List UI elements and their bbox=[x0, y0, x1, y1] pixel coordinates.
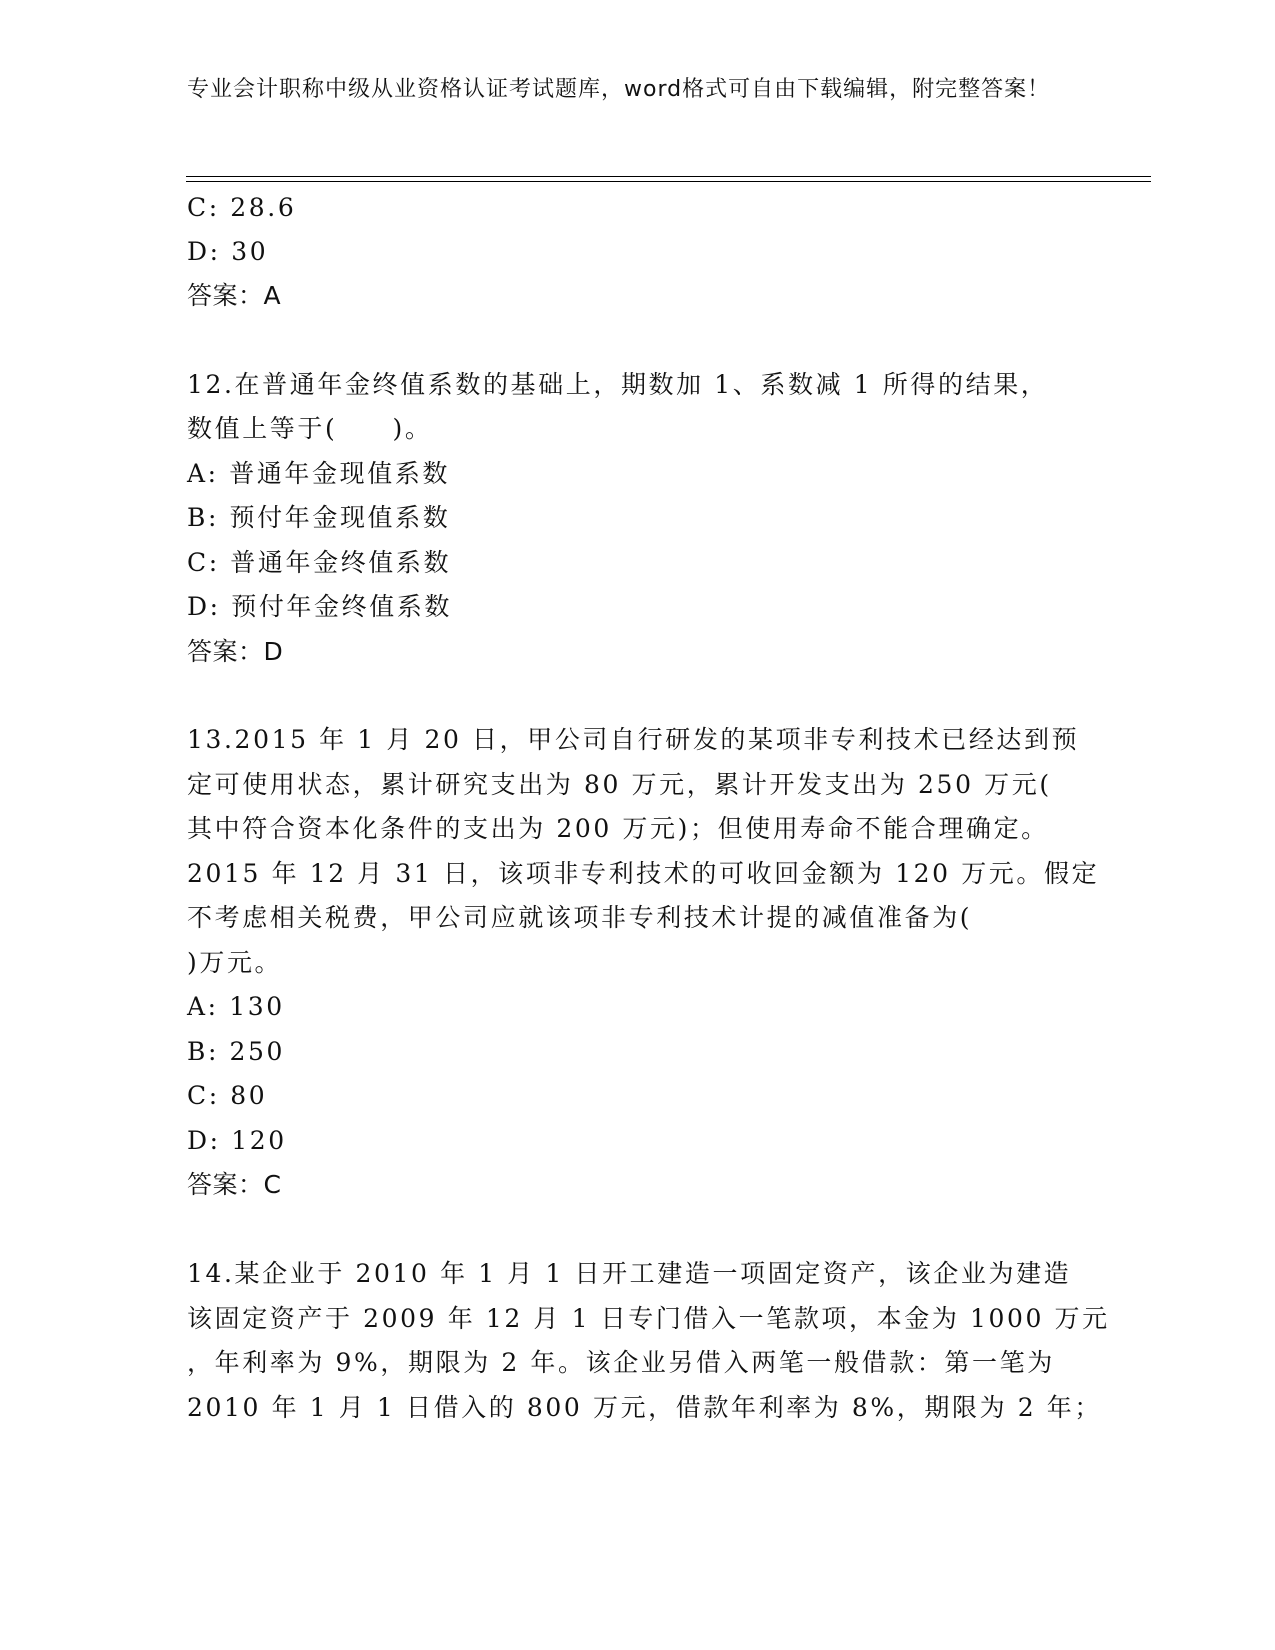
prev-option-d: D: 30 bbox=[187, 237, 269, 266]
q14-stem-line: 2010 年 1 月 1 日借入的 800 万元，借款年利率为 8%，期限为 2 年； bbox=[187, 1393, 1102, 1422]
q12-option-a: A: 普通年金现值系数 bbox=[187, 459, 451, 488]
q14-stem-line: ，年利率为 9%，期限为 2 年。该企业另借入两笔一般借款：第一笔为 bbox=[187, 1348, 1055, 1377]
q13-answer: 答案：C bbox=[187, 1170, 282, 1199]
q13-option-b: B: 250 bbox=[187, 1037, 286, 1066]
q13-option-a: A: 130 bbox=[187, 992, 285, 1021]
header-rule-top bbox=[186, 176, 1151, 177]
q12-option-d: D: 预付年金终值系数 bbox=[187, 592, 453, 621]
q12-option-b: B: 预付年金现值系数 bbox=[187, 503, 451, 532]
q12-stem-line: 12.在普通年金终值系数的基础上，期数加 1、系数减 1 所得的结果， bbox=[187, 370, 1049, 399]
q14-stem-line: 该固定资产于 2009 年 12 月 1 日专门借入一笔款项，本金为 1000 万元 bbox=[187, 1304, 1110, 1333]
document-header: 专业会计职称中级从业资格认证考试题库，word格式可自由下载编辑，附完整答案！ bbox=[187, 77, 1051, 102]
q12-option-c: C: 普通年金终值系数 bbox=[187, 548, 452, 577]
prev-answer: 答案：A bbox=[187, 281, 282, 310]
q13-option-d: D: 120 bbox=[187, 1126, 287, 1155]
q13-stem-line: 13.2015 年 1 月 20 日，甲公司自行研发的某项非专利技术已经达到预 bbox=[187, 725, 1080, 754]
q13-stem-line: )万元。 bbox=[187, 948, 283, 977]
q13-stem-line: 不考虑相关税费，甲公司应就该项非专利技术计提的减值准备为( bbox=[187, 903, 973, 932]
q13-option-c: C: 80 bbox=[187, 1081, 268, 1110]
q12-answer: 答案：D bbox=[187, 637, 284, 666]
q13-stem-line: 其中符合资本化条件的支出为 200 万元)；但使用寿命不能合理确定。 bbox=[187, 814, 1049, 843]
prev-option-c: C: 28.6 bbox=[187, 193, 297, 222]
q12-stem-line: 数值上等于( )。 bbox=[187, 414, 433, 443]
q13-stem-line: 定可使用状态，累计研究支出为 80 万元，累计开发支出为 250 万元( bbox=[187, 770, 1052, 799]
header-rule-bottom bbox=[186, 181, 1151, 182]
q13-stem-line: 2015 年 12 月 31 日，该项非专利技术的可收回金额为 120 万元。假定 bbox=[187, 859, 1100, 888]
q14-stem-line: 14.某企业于 2010 年 1 月 1 日开工建造一项固定资产，该企业为建造 bbox=[187, 1259, 1072, 1288]
